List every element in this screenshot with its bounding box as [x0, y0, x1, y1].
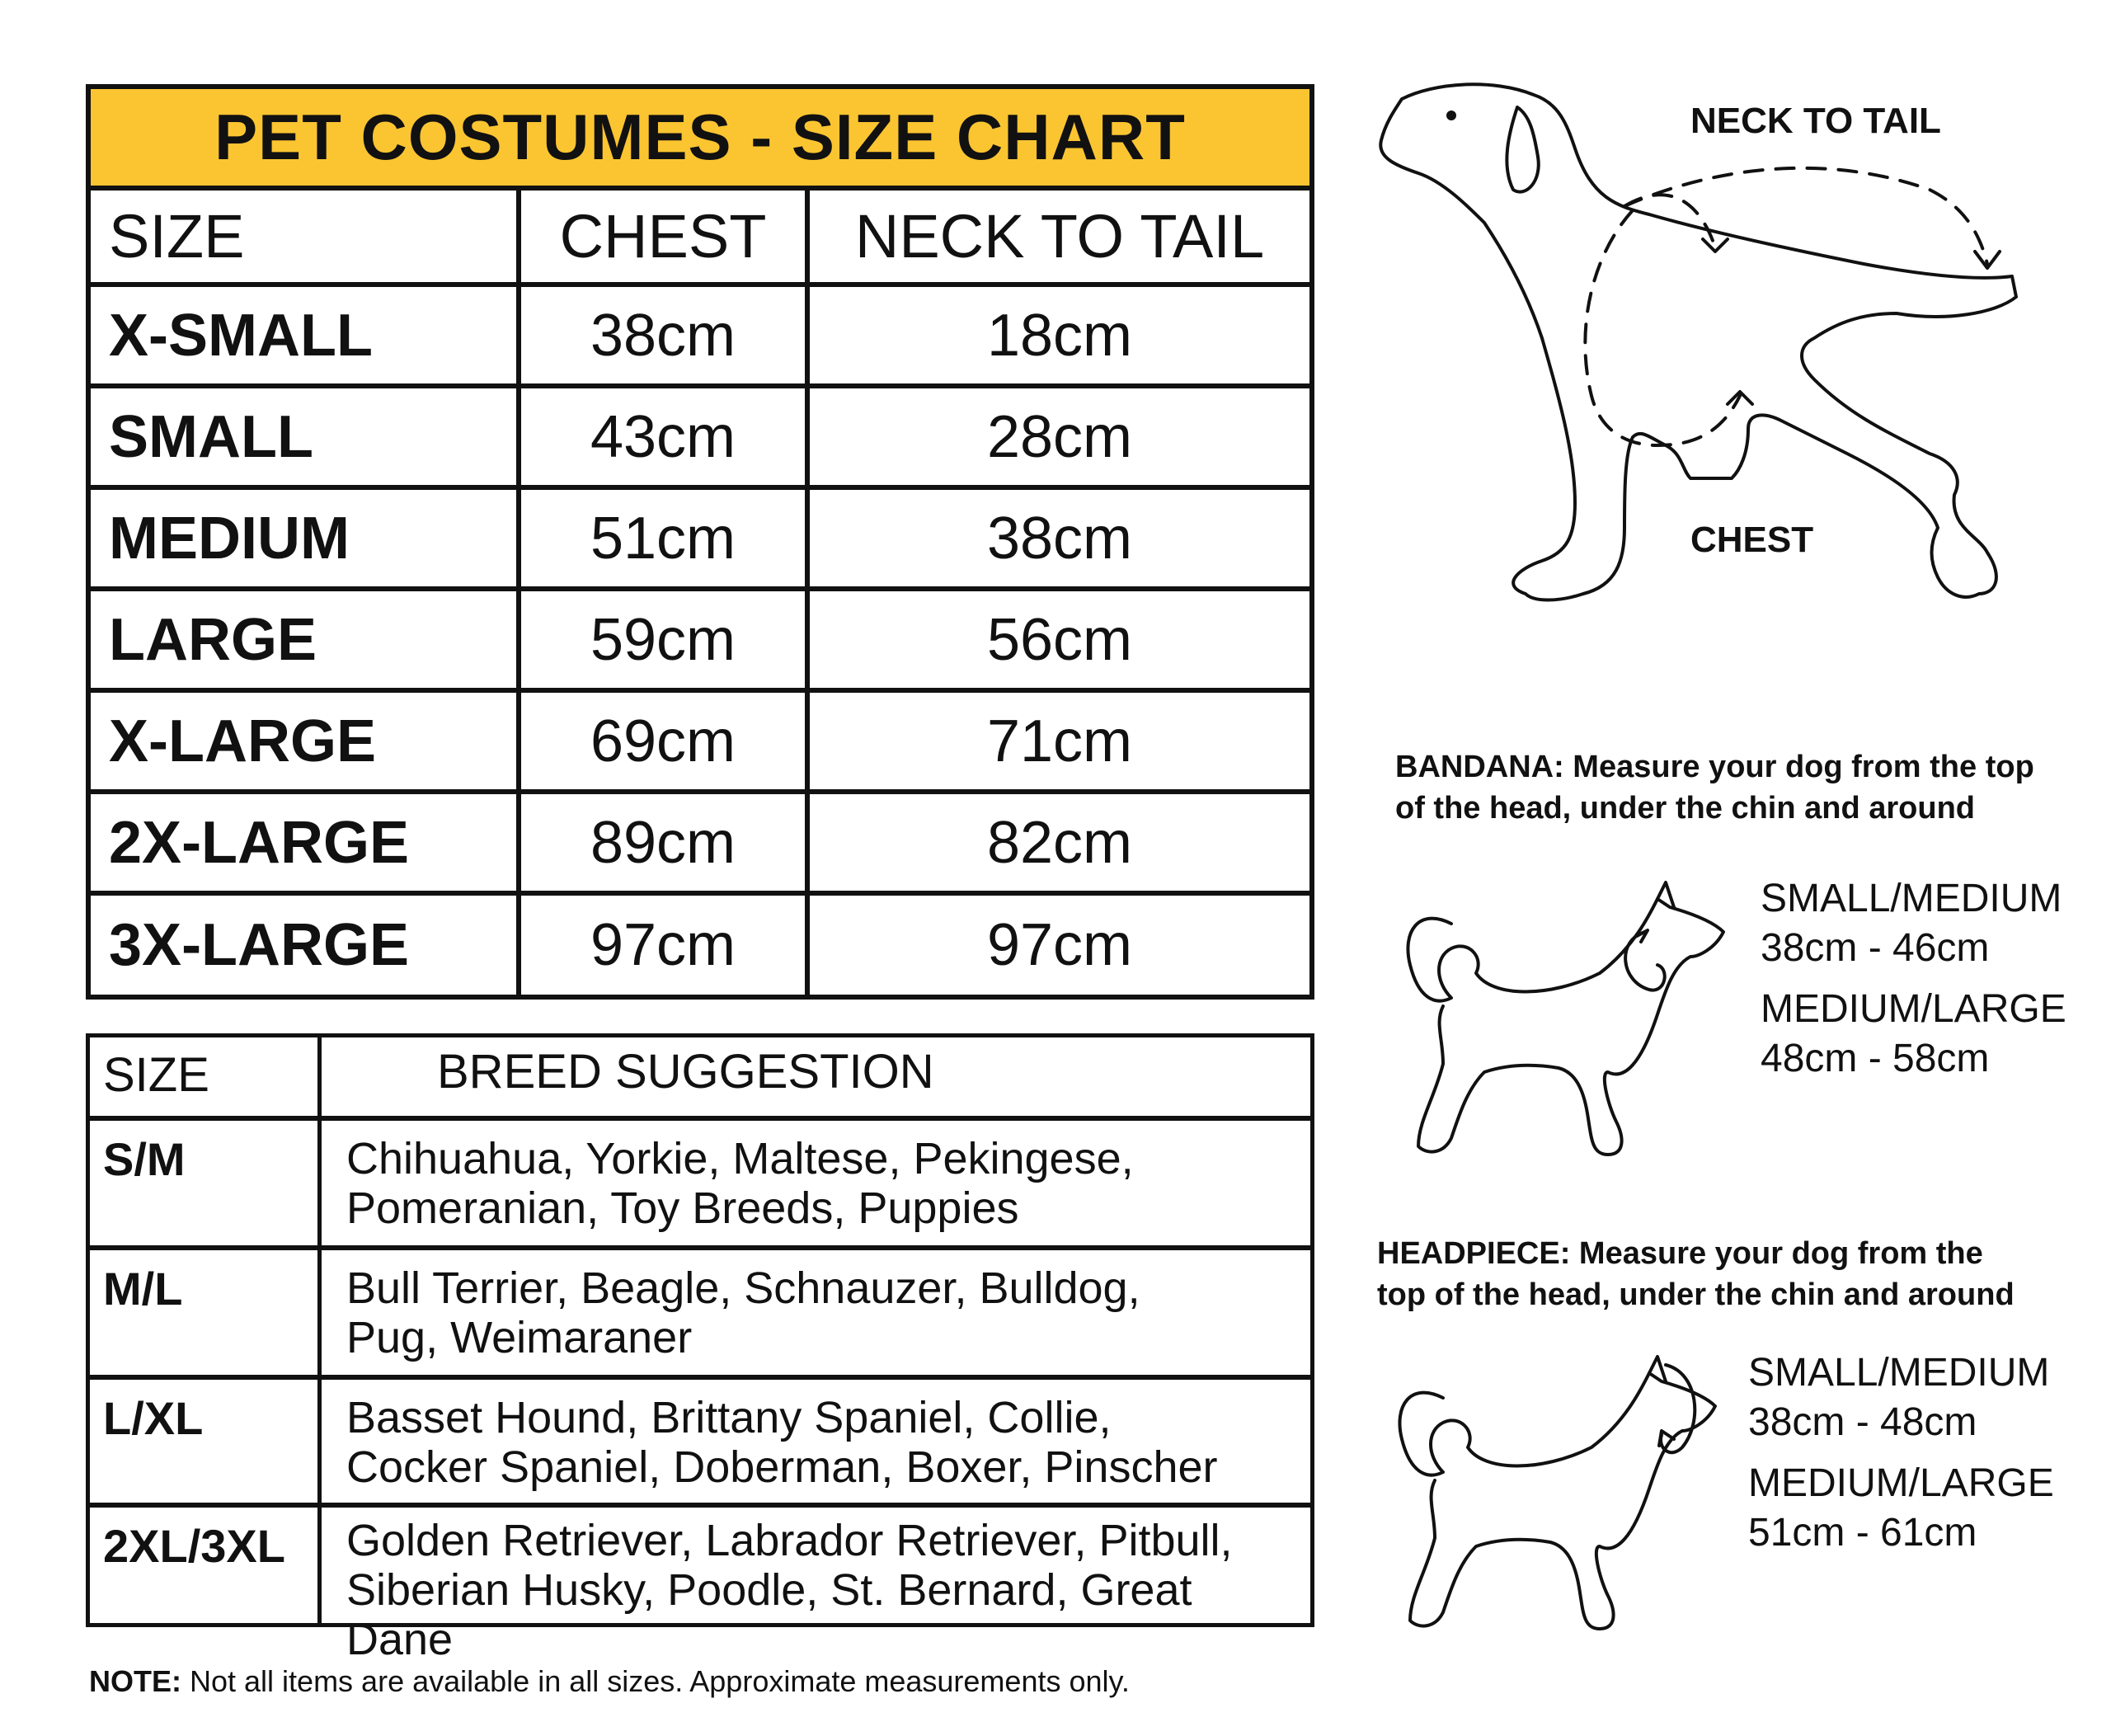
table-row — [91, 891, 1309, 995]
footnote — [89, 1664, 1130, 1699]
neck-to-tail-cell: 18cm — [805, 287, 1309, 383]
size-cell: LARGE — [109, 606, 317, 673]
bandana-size1-label: SMALL/MEDIUM — [1761, 877, 2062, 920]
size-chart-title: PET COSTUMES - SIZE CHART — [91, 89, 1309, 191]
chest-cell: 97cm — [516, 896, 805, 995]
size-cell: 3X-LARGE — [109, 912, 410, 978]
breed-line: Siberian Husky, Poodle, St. Bernard, Great Dane — [346, 1565, 1192, 1664]
table-row — [91, 282, 1309, 383]
bandana-line2: of the head, under the chin and around — [1395, 791, 1976, 826]
table-row — [90, 1116, 1310, 1245]
headpiece-size2-label: MEDIUM/LARGE — [1748, 1461, 2054, 1505]
header-neck-to-tail: NECK TO TAIL — [805, 186, 1309, 287]
breed-cell — [317, 1250, 1310, 1375]
header-breed-suggestion: BREED SUGGESTION — [317, 1037, 1310, 1116]
table-row — [91, 383, 1309, 485]
size-cell: X-SMALL — [109, 302, 373, 369]
table-row — [91, 485, 1309, 586]
chest-cell: 89cm — [516, 794, 805, 891]
header-size: SIZE — [103, 1048, 209, 1102]
breed-line: Bull Terrier, Beagle, Schnauzer, Bulldog, — [346, 1263, 1140, 1313]
breed-line: Basset Hound, Brittany Spaniel, Collie, — [346, 1393, 1112, 1442]
headpiece-size1-label: SMALL/MEDIUM — [1748, 1351, 2050, 1395]
table-row — [90, 1375, 1310, 1503]
neck-to-tail-cell: 82cm — [805, 794, 1309, 891]
table-row — [90, 1245, 1310, 1375]
small-dog-outline — [1399, 1373, 1715, 1629]
chest-cell: 69cm — [516, 693, 805, 789]
dog-eye — [1446, 111, 1456, 120]
breed-suggestion-table — [86, 1033, 1314, 1664]
breed-line: Golden Retriever, Labrador Retriever, Pitbull, — [346, 1516, 1233, 1565]
headpiece-instructions — [1377, 1233, 2015, 1315]
headpiece-dog-illustration — [1377, 1348, 1723, 1645]
headpiece-size1-range: 38cm - 48cm — [1748, 1400, 1977, 1444]
chest-cell: 51cm — [516, 490, 805, 586]
breed-line: Chihuahua, Yorkie, Maltese, Pekingese, — [346, 1134, 1134, 1183]
size-cell: SMALL — [109, 403, 313, 470]
breed-line: Cocker Spaniel, Doberman, Boxer, Pinscher — [346, 1442, 1218, 1492]
breed-cell — [317, 1508, 1310, 1664]
bandana-dog-illustration — [1385, 874, 1732, 1171]
neck-to-tail-cell: 97cm — [805, 896, 1309, 995]
table-row — [91, 586, 1309, 688]
chest-cell: 43cm — [516, 388, 805, 485]
breed-line: Pomeranian, Toy Breeds, Puppies — [346, 1183, 1019, 1233]
chest-cell: 38cm — [516, 287, 805, 383]
bandana-size1-range: 38cm - 46cm — [1761, 926, 1990, 970]
chest-measure-arrow — [1585, 210, 1740, 445]
headpiece-line1: HEADPIECE: Measure your dog from the — [1377, 1236, 1983, 1271]
breed-line: Pug, Weimaraner — [346, 1313, 693, 1362]
chest-cell: 59cm — [516, 591, 805, 688]
breed-size-cell: M/L — [103, 1263, 183, 1315]
neck-to-tail-cell: 28cm — [805, 388, 1309, 485]
neck-to-tail-cell: 38cm — [805, 490, 1309, 586]
dog-measurement-illustration — [1352, 66, 2111, 709]
bandana-size2-range: 48cm - 58cm — [1761, 1037, 1990, 1080]
breed-cell — [317, 1121, 1310, 1245]
breed-cell — [317, 1380, 1310, 1503]
headpiece-line2: top of the head, under the chin and around — [1377, 1277, 2015, 1312]
breed-table-header-row — [90, 1037, 1310, 1116]
headpiece-sizes — [1748, 1348, 2054, 1558]
bandana-instructions — [1395, 746, 2034, 829]
breed-size-cell: S/M — [103, 1133, 186, 1185]
chest-label: CHEST — [1690, 520, 1814, 560]
size-cell: X-LARGE — [109, 708, 376, 774]
size-cell: 2X-LARGE — [109, 809, 410, 876]
table-row — [91, 688, 1309, 789]
size-chart-table — [86, 84, 1314, 1000]
table-row — [90, 1503, 1310, 1664]
breed-size-cell: 2XL/3XL — [103, 1520, 285, 1572]
bandana-size2-label: MEDIUM/LARGE — [1761, 987, 2066, 1031]
neck-to-tail-cell: 71cm — [805, 693, 1309, 789]
note-text: Not all items are available in all sizes. Approximate measurements only. — [181, 1664, 1130, 1698]
bandana-line1: BANDANA: Measure your dog from the top — [1395, 750, 2034, 784]
small-dog-outline — [1408, 899, 1723, 1155]
size-cell: MEDIUM — [109, 505, 350, 572]
bandana-sizes — [1761, 874, 2066, 1084]
note-label: NOTE: — [89, 1664, 181, 1698]
dog-ear — [1507, 107, 1538, 192]
table-row — [91, 789, 1309, 891]
neck-to-tail-cell: 56cm — [805, 591, 1309, 688]
breed-size-cell: L/XL — [103, 1392, 204, 1444]
header-size: SIZE — [109, 202, 245, 271]
size-chart-header-row — [91, 186, 1309, 287]
headpiece-size2-range: 51cm - 61cm — [1748, 1511, 1977, 1555]
neck-to-tail-arrow — [1624, 168, 1987, 264]
neck-to-tail-label: NECK TO TAIL — [1690, 101, 1941, 141]
header-chest: CHEST — [516, 186, 805, 287]
